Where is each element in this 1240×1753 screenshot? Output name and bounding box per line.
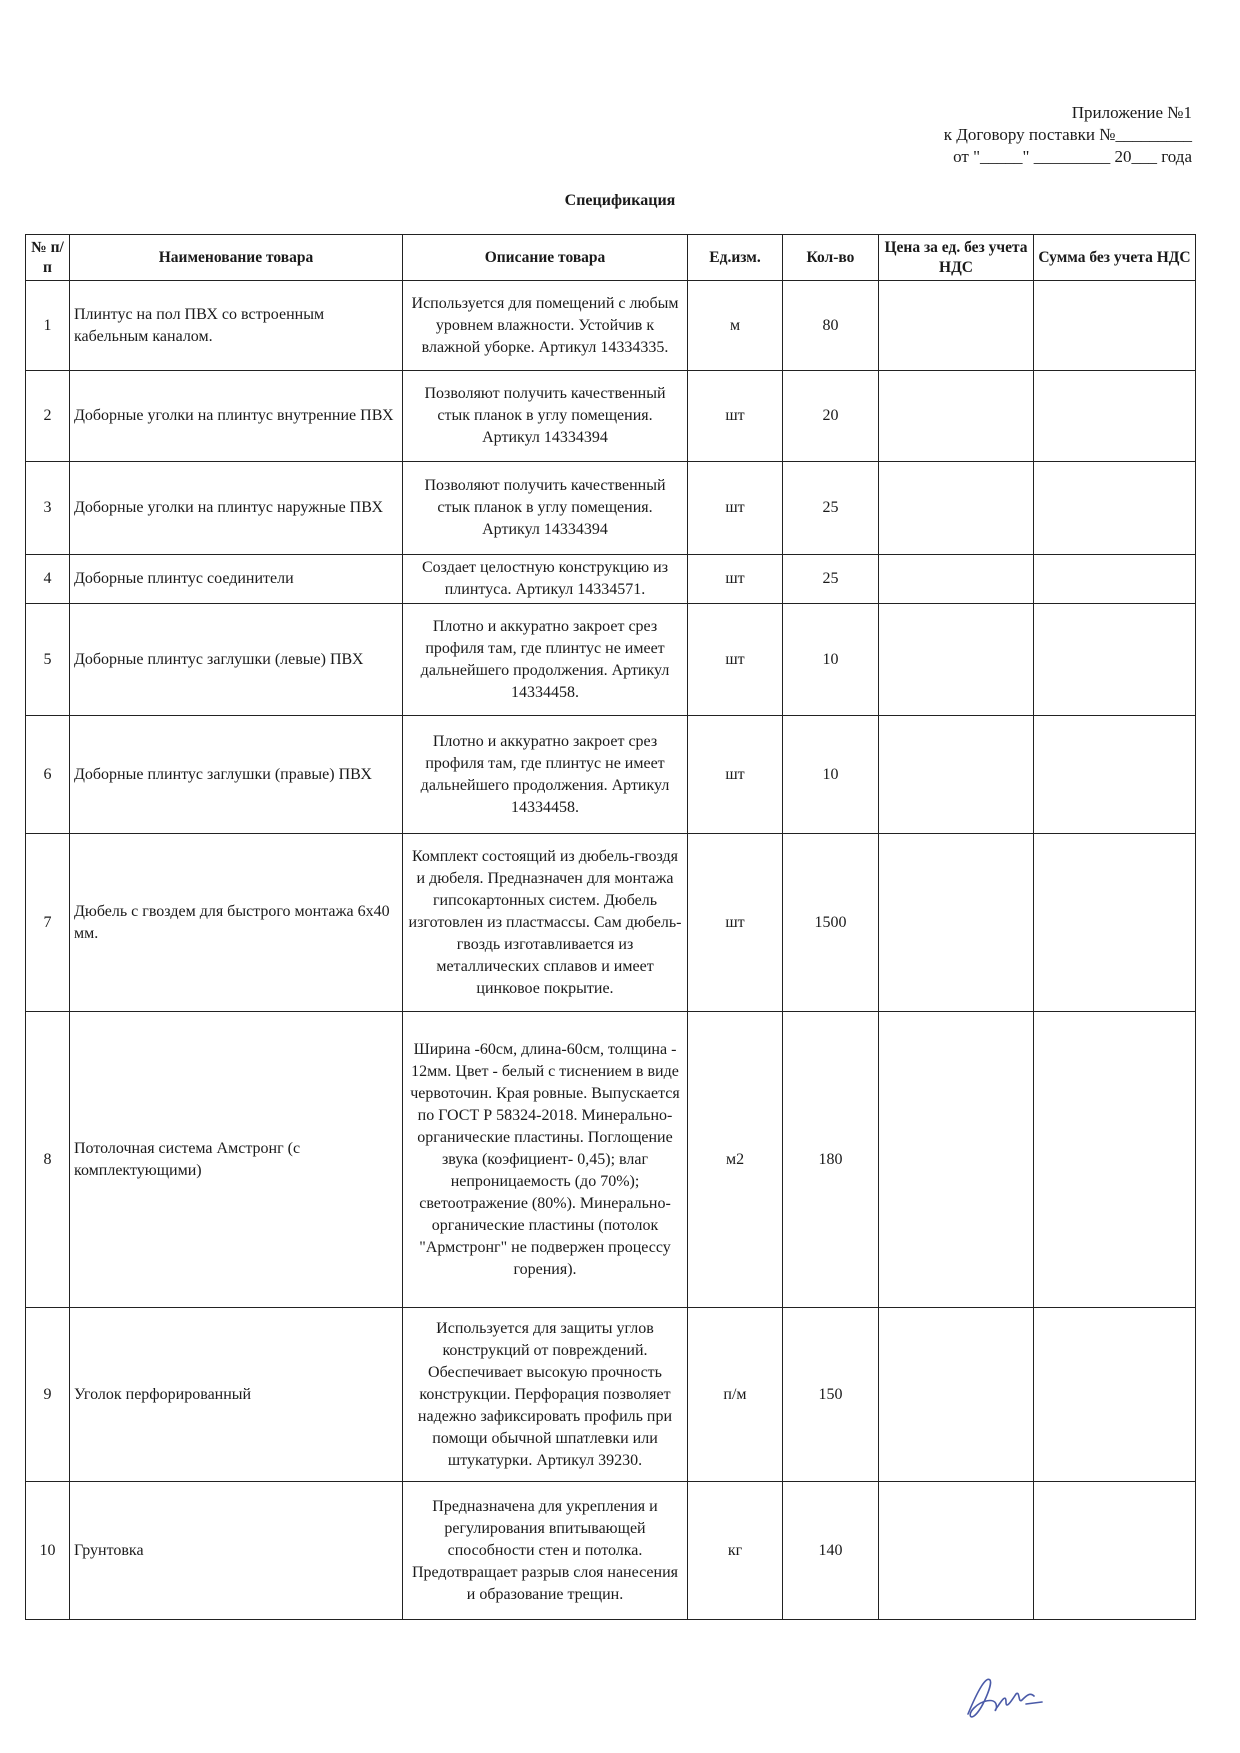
cell-sum [1034,834,1196,1012]
cell-num: 10 [26,1482,70,1620]
table-row [26,555,1196,604]
cell-qty: 150 [783,1308,879,1482]
cell-sum [1034,716,1196,834]
cell-price [879,716,1034,834]
col-header-desc: Описание товара [403,235,688,281]
cell-qty: 10 [783,604,879,716]
cell-sum [1034,555,1196,604]
cell-desc: Используется для защиты углов конструкций от повреждений. Обеспечивает высокую прочность конструкции. Перфорация позволяет надежно зафиксировать профиль при помощи обычной шпатлевки или штукатурки. Артикул 39230. [403,1308,688,1482]
cell-num: 7 [26,834,70,1012]
contract-reference: к Договору поставки №_________ [943,125,1192,144]
cell-desc: Создает целостную конструкцию из плинтуса. Артикул 14334571. [403,555,688,604]
cell-num: 6 [26,716,70,834]
cell-name: Дюбель с гвоздем для быстрого монтажа 6х40 мм. [70,834,403,1012]
cell-sum [1034,1482,1196,1620]
cell-price [879,462,1034,555]
cell-sum [1034,1012,1196,1308]
col-header-num: № п/п [26,235,70,281]
cell-num: 1 [26,281,70,371]
cell-num: 4 [26,555,70,604]
cell-unit: шт [688,604,783,716]
cell-desc: Используется для помещений с любым уровнем влажности. Устойчив к влажной уборке. Артикул 14334335. [403,281,688,371]
appendix-number: Приложение №1 [1071,103,1192,122]
cell-price [879,281,1034,371]
cell-unit: шт [688,716,783,834]
cell-price [879,834,1034,1012]
table-row [26,1308,1196,1482]
cell-name: Плинтус на пол ПВХ со встроенным кабельным каналом. [70,281,403,371]
cell-desc: Позволяют получить качественный стык планок в углу помещения. Артикул 14334394 [403,462,688,555]
cell-num: 2 [26,371,70,462]
cell-price [879,555,1034,604]
cell-name: Уголок перфорированный [70,1308,403,1482]
table-row [26,604,1196,716]
cell-name: Грунтовка [70,1482,403,1620]
cell-unit: шт [688,462,783,555]
table-row [26,281,1196,371]
cell-name: Доборные уголки на плинтус внутренние ПВХ [70,371,403,462]
cell-num: 5 [26,604,70,716]
cell-desc: Предназначена для укрепления и регулирования впитывающей способности стен и потолка. Предотвращает разрыв слоя нанесения и образование трещин. [403,1482,688,1620]
cell-qty: 80 [783,281,879,371]
col-header-qty: Кол-во [783,235,879,281]
cell-qty: 180 [783,1012,879,1308]
cell-qty: 25 [783,555,879,604]
cell-name: Доборные плинтус соединители [70,555,403,604]
cell-unit: м2 [688,1012,783,1308]
cell-num: 9 [26,1308,70,1482]
table-header-row [26,235,1196,281]
appendix-header [872,102,1192,168]
cell-name: Доборные плинтус заглушки (правые) ПВХ [70,716,403,834]
specification-table [25,234,1196,1620]
cell-num: 8 [26,1012,70,1308]
cell-sum [1034,1308,1196,1482]
cell-desc: Плотно и аккуратно закроет срез профиля там, где плинтус не имеет дальнейшего продолжения. Артикул 14334458. [403,716,688,834]
cell-sum [1034,462,1196,555]
table-row [26,371,1196,462]
cell-unit: м [688,281,783,371]
cell-qty: 1500 [783,834,879,1012]
cell-desc: Плотно и аккуратно закроет срез профиля там, где плинтус не имеет дальнейшего продолжения. Артикул 14334458. [403,604,688,716]
cell-num: 3 [26,462,70,555]
cell-unit: шт [688,555,783,604]
cell-price [879,1012,1034,1308]
cell-name: Потолочная система Амстронг (с комплектующими) [70,1012,403,1308]
col-header-unit: Ед.изм. [688,235,783,281]
cell-desc: Ширина -60см, длина-60см, толщина - 12мм. Цвет - белый с тиснением в виде червоточин. Края ровные. Выпускается по ГОСТ Р 58324-2018. Минерально-органические пластины. Поглощение звука (коэфициент- 0,45); влаг непроницаемость (до 70%); светоотражение (80%). Минерально-органические пластины (потолок "Армстронг" не подвержен процессу горения). [403,1012,688,1308]
cell-price [879,604,1034,716]
document-title: Спецификация [564,192,676,209]
cell-sum [1034,281,1196,371]
table-row [26,716,1196,834]
table-row [26,1482,1196,1620]
col-header-sum: Сумма без учета НДС [1034,235,1196,281]
cell-unit: шт [688,371,783,462]
cell-price [879,371,1034,462]
cell-desc: Позволяют получить качественный стык планок в углу помещения. Артикул 14334394 [403,371,688,462]
col-header-name: Наименование товара [70,235,403,281]
cell-qty: 140 [783,1482,879,1620]
cell-desc: Комплект состоящий из дюбель-гвоздя и дюбеля. Предназначен для монтажа гипсокартонных систем. Дюбель изготовлен из пластмассы. Сам дюбель- гвоздь изготавливается из металлических сплавов и имеет цинковое покрытие. [403,834,688,1012]
cell-price [879,1482,1034,1620]
cell-unit: п/м [688,1308,783,1482]
table-row [26,462,1196,555]
cell-unit: кг [688,1482,783,1620]
cell-qty: 10 [783,716,879,834]
cell-sum [1034,371,1196,462]
cell-price [879,1308,1034,1482]
cell-sum [1034,604,1196,716]
table-row [26,1012,1196,1308]
cell-unit: шт [688,834,783,1012]
contract-date: от "_____" _________ 20___ года [953,147,1192,166]
cell-qty: 25 [783,462,879,555]
cell-name: Доборные плинтус заглушки (левые) ПВХ [70,604,403,716]
table-row [26,834,1196,1012]
cell-qty: 20 [783,371,879,462]
signature [960,1670,1050,1722]
col-header-price: Цена за ед. без учета НДС [879,235,1034,281]
cell-name: Доборные уголки на плинтус наружные ПВХ [70,462,403,555]
